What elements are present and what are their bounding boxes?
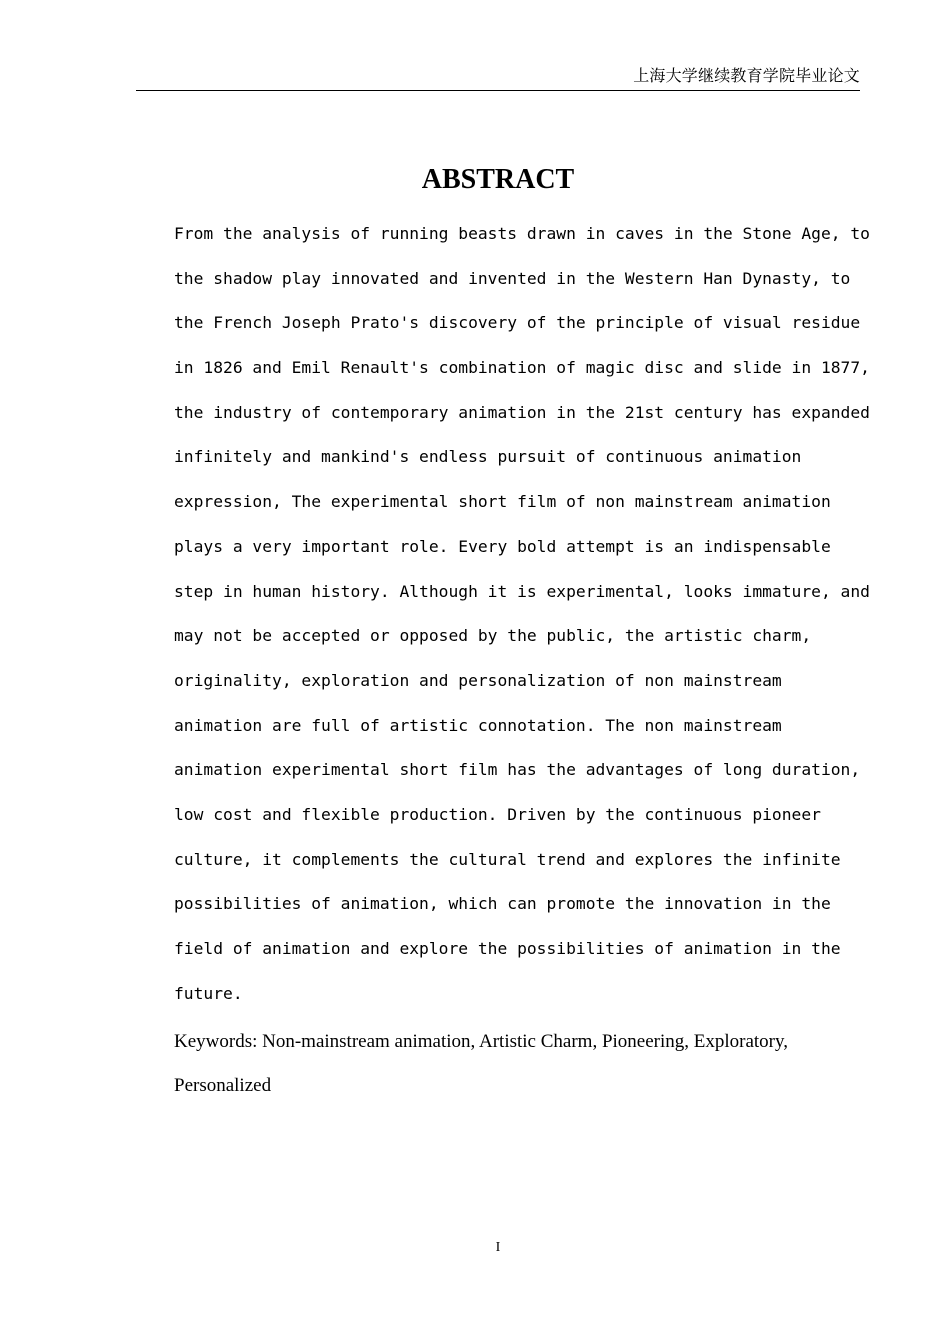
abstract-line: plays a very important role. Every bold attempt is an indispensable xyxy=(174,536,831,556)
abstract-line: in 1826 and Emil Renault's combination of magic disc and slide in 1877, xyxy=(174,358,870,378)
abstract-line: From the analysis of running beasts drawn in caves in the Stone Age, to xyxy=(174,224,870,243)
abstract-line: low cost and flexible production. Driven by the continuous pioneer xyxy=(174,804,821,824)
page-header xyxy=(136,60,860,91)
header-title: 上海大学继续教育学院毕业论文 xyxy=(633,66,860,85)
abstract-line: animation experimental short film has the advantages of long duration, xyxy=(174,760,861,780)
abstract-line: expression, The experimental short film of non mainstream animation xyxy=(174,492,831,512)
abstract-line: infinitely and mankind's endless pursuit of continuous animation xyxy=(174,447,802,467)
abstract-line: possibilities of animation, which can promote the innovation in the xyxy=(174,894,831,914)
abstract-line: animation are full of artistic connotation. The non mainstream xyxy=(174,715,782,735)
abstract-body xyxy=(174,212,870,1016)
abstract-line: the shadow play innovated and invented in the Western Han Dynasty, to xyxy=(174,268,851,288)
abstract-line: the French Joseph Prato's discovery of the principle of visual residue xyxy=(174,313,861,333)
abstract-line: future. xyxy=(174,983,243,1003)
abstract-line: culture, it complements the cultural trend and explores the infinite xyxy=(174,849,841,869)
abstract-line: the industry of contemporary animation in the 21st century has expanded xyxy=(174,402,870,422)
abstract-line: originality, exploration and personalization of non mainstream xyxy=(174,670,782,690)
abstract-line: field of animation and explore the possibilities of animation in the xyxy=(174,939,841,958)
page-number: I xyxy=(495,1240,501,1255)
abstract-line: step in human history. Although it is experimental, looks immature, and xyxy=(174,581,870,601)
abstract-line: may not be accepted or opposed by the public, the artistic charm, xyxy=(174,626,812,646)
keywords-line: Keywords: Non-mainstream animation, Artistic Charm, Pioneering, Exploratory, xyxy=(174,1031,789,1052)
abstract-heading: ABSTRACT xyxy=(421,164,575,195)
keywords-line: Personalized xyxy=(174,1075,272,1096)
keywords xyxy=(174,1020,860,1108)
